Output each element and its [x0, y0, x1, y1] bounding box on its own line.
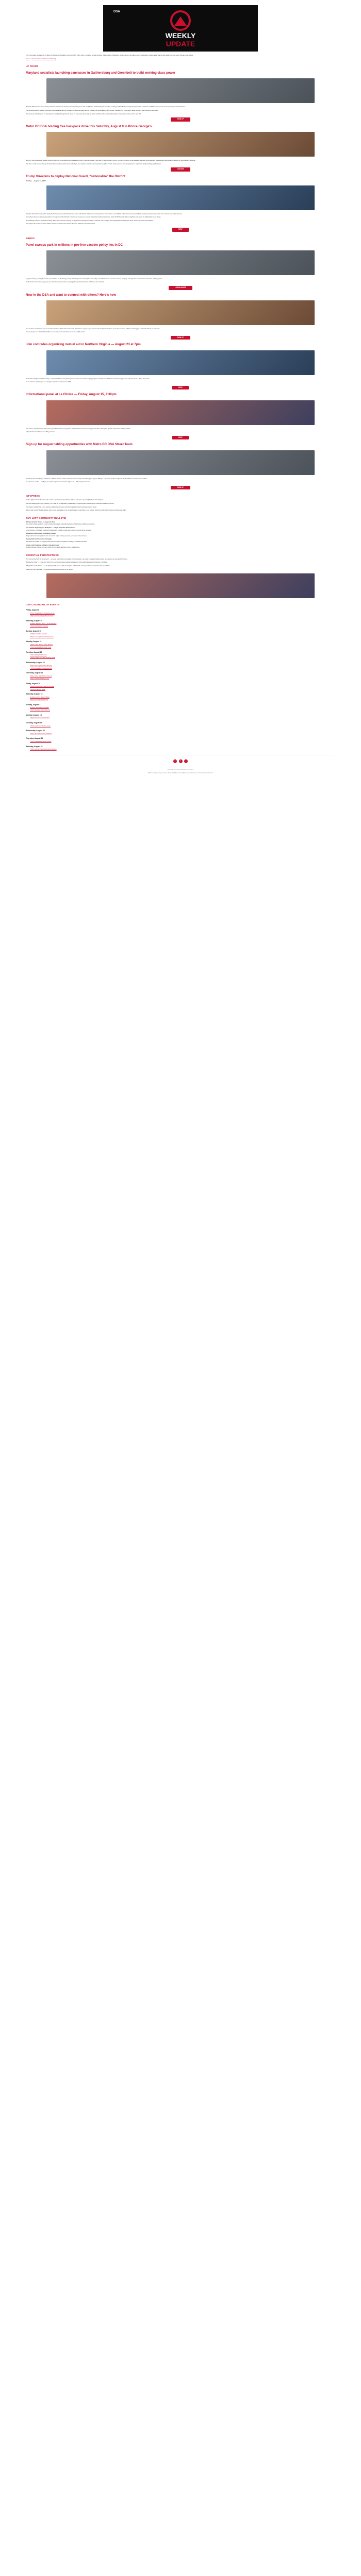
calendar-day: Monday, August 11: [26, 640, 42, 643]
calendar-day: Tuesday, August 19: [26, 722, 42, 724]
banner-title-line2: UPDATE: [166, 40, 195, 48]
calendar-event: [30, 613, 335, 615]
infopress-item: Want to stay current? Weekly updates, like this one, are mailing out to all members and are archived on our website. Submit items for the next issue by Wednesday night.: [26, 510, 126, 512]
calendar-event: [30, 633, 335, 635]
calendar-day: Tuesday, August 12: [26, 651, 42, 653]
calendar-day: Thursday, August 14: [26, 672, 43, 674]
section-essentials: ESSENTIAL PERSPECTIVES: [26, 553, 59, 556]
community-item: [26, 545, 335, 549]
community-item-title: Writing Liberation Prisons on August 12, 7pm: [26, 521, 55, 523]
article-paragraph: The drive is made possible through donations from members and the community. If you can't volunteer, consider donating school supplies or funds. All are welcome and no registration is required for families picking up a backpack.: [26, 163, 161, 165]
calendar-event: [30, 717, 335, 719]
calendar-day: Friday, August 15: [26, 682, 41, 685]
calendar-event-link[interactable]: 11:00am Farmers Market Tabling: [30, 696, 50, 698]
calendar-list: [26, 609, 335, 751]
intro: This is the weekly newsletter of the Metro DC Democratic Socialists of America (MDC DSA), which is produced by local members of the chapter's Publications Working Group. Not really a peer to publications of large media. Want to fight fascism from the street? Donate to the chapter. Join our · We also hold a monthly General Meeting: [26, 55, 335, 60]
article-cta-row: [26, 228, 335, 232]
calendar-event-link[interactable]: 6:30pm Street Team Tabling Training: [30, 675, 52, 677]
article-paragraph: You can also join our chapter Slack, follow us on social media and attend one of our monthly socials.: [26, 331, 86, 333]
calendar-event-link[interactable]: 7:30pm Newsletter Submissions Due: [30, 667, 52, 669]
calendar-day: Thursday, August 21: [26, 737, 43, 740]
calendar-day: Friday, August 8: [26, 609, 40, 612]
calendar-event: [30, 668, 335, 670]
article: [26, 443, 335, 489]
article-title: Informational panel at La Clínica — Friday, August 15, 2:30pm: [26, 393, 117, 397]
article-paragraph: No experience needed — we'll pair you with an experienced volunteer. Sign up for a shift using the link below.: [26, 481, 91, 483]
calendar-day: Wednesday, August 13: [26, 662, 45, 664]
calendar-event-link[interactable]: 7:00pm Political Education Reading Group: [30, 657, 55, 659]
calendar-day: Saturday, August 23: [26, 745, 43, 748]
community-item: [26, 527, 335, 531]
essentials-item: "Why Public Goods Matter" — on the fight for public transit, public housing and public health, and why socialists must defend and expand them.: [26, 565, 111, 567]
calendar-event-link[interactable]: 12:00pm Greenbelt Canvass: [30, 633, 47, 635]
community-list: [26, 521, 335, 549]
instagram-icon[interactable]: i: [184, 759, 188, 763]
article-paragraph: The Street Team is looking for volunteers to table at farmers markets, festivals and community events throughout August. Tabling is a great way to talk to neighbors about socialism and recruit new members.: [26, 478, 148, 480]
calendar-event-link[interactable]: 3:00pm Housing Justice Working Group: [30, 636, 54, 638]
article-subtitle: Monday — August 11, 2025: [26, 179, 46, 182]
calendar-event-link[interactable]: 12:00pm Gaithersburg Canvass: [30, 707, 49, 709]
signup-button[interactable]: SIGN UP: [171, 336, 190, 340]
article-cta-row: [26, 167, 335, 172]
calendar-event: [30, 625, 335, 628]
calendar-event: [30, 741, 335, 743]
section-briefs: BRIEFS: [26, 236, 35, 240]
calendar-day: Sunday, August 17: [26, 703, 42, 706]
calendar-event: [30, 725, 335, 727]
article: [26, 343, 335, 389]
community-item-title: Free Seminar: Organizing the Workplace — 6:30pm at the New Tenants House: [26, 527, 75, 529]
article-paragraph: Join us for a panel discussion with community health workers and organizers about healthcare access for immigrant families in the region. Spanish interpretation will be provided.: [26, 428, 131, 430]
article-image: [46, 350, 315, 375]
community-item: [26, 538, 335, 543]
article-title: Maryland socialists launching canvasses in Gaithersburg and Greenbelt to build working class power: [26, 72, 175, 75]
article-paragraph: Health workers and community groups are organizing to counter the messaging with accurate information and door-to-door outreach.: [26, 281, 105, 283]
calendar-event: [30, 657, 335, 659]
community-item: [26, 521, 335, 526]
calendar-day: Sunday, August 10: [26, 630, 42, 632]
calendar-event: [30, 647, 335, 649]
article-image: [46, 400, 315, 425]
calendar-event-link[interactable]: 7:00pm Labor Working Group Meeting: [30, 643, 53, 646]
community-item: [26, 533, 335, 537]
article-paragraph: New members are invited to our new member orientation, held online each month. Orientation is a great way to learn how the chapter is structured, meet other members and find a working group or branch that fits your interests.: [26, 328, 160, 330]
article-paragraph: The canvasses will take place on Saturdays and Sundays through the fall. If you are interested, please sign up and a coordinator will reach out with details on the location and time of the next shift.: [26, 113, 142, 115]
essentials-list: [26, 558, 335, 570]
article: [26, 244, 335, 290]
article-image: [46, 78, 315, 103]
article-paragraph: Light refreshments will be served. Bring a friend!: [26, 431, 55, 433]
community-item-text: Volunteers are needed for ongoing phone and text banking campaigns. Training is provided for all shifts.: [26, 540, 88, 543]
signup-button[interactable]: SIGN UP: [171, 486, 190, 490]
article-cta-row: [26, 436, 335, 440]
essentials-item: "The Left and the Fight for Democracy" — an essay examining how socialists can build power in an era of rising authoritarianism and what lessons we can take from history.: [26, 558, 128, 560]
calendar-event: [30, 749, 335, 751]
calendar-event: [30, 678, 335, 680]
article-paragraph: A group backed by wealthy donors has spent millions on advertising pushing misleading claims about public health policy in the District. Local advocates warn the campaign is designed to erode trust and undermine public programs.: [26, 278, 162, 280]
essentials-item: "Building the Union" — a long-form report from a recent successful organizing campaign, with practical takeaways for workers in the DMV.: [26, 562, 108, 564]
twitter-icon[interactable]: t: [179, 759, 183, 763]
essentials-image: [46, 573, 315, 598]
article-title: Panel sweeps park in millions in pro-free vaccine policy lies in DC: [26, 243, 123, 247]
article: [26, 72, 335, 122]
calendar-event-link[interactable]: 7:00pm Anti-War Working Group: [30, 678, 50, 680]
newsletter: [26, 0, 335, 785]
intro-link-join[interactable]: Join our: [26, 58, 31, 60]
calendar-event-link[interactable]: 7:00pm New Member Orientation: [30, 717, 50, 719]
social-links: [26, 759, 335, 763]
infopress-item: The chapter's podcast has a new episode out featuring interviews with local organizers about housing and tenant power.: [26, 506, 97, 508]
article-cta-row: [26, 117, 335, 122]
calendar-event-link[interactable]: 7:00pm Healthcare Working Group: [30, 725, 51, 727]
calendar-event-link[interactable]: 7:30pm Ecosocialist Working Group: [30, 647, 52, 649]
infopress-item: Need to fight fascism? The team of the month. Learn how to build collective defense networks in your neighborhood and workplace.: [26, 499, 104, 501]
infopress-list: [26, 499, 335, 511]
newsletter-banner: [103, 5, 258, 52]
section-community: DMV LEFT COMMUNITY BULLETIN: [26, 516, 67, 519]
article-image: [46, 450, 315, 475]
calendar-event: [30, 733, 335, 735]
article-image: [46, 132, 315, 157]
section-calendar: DSA CALENDAR OF EVENTS: [26, 603, 60, 606]
calendar-day: Wednesday, August 20: [26, 730, 45, 732]
calendar-event-link[interactable]: 7:00pm Publications Working Group: [30, 741, 52, 743]
calendar-event-link[interactable]: 1:00pm Gaithersburg Canvass: [30, 625, 48, 628]
banner-brand: DSA: [113, 10, 120, 13]
article-paragraph: Metro DC DSA's Mutual Aid Working Group is hosting its annual back-to-school backpack drive on Saturday, August 9 at a park in Prince George's County. Families can pick up a free backpack filled with school supplies, and volunteers are needed to help set up, pack bags and distribute.: [26, 159, 196, 161]
calendar-event: [30, 709, 335, 711]
community-item-text: Weekly vigils and protests continue. Check the community calendar for times and locations.: [26, 547, 80, 549]
infopress-item: Our next reading group meets Tuesday. This month we are discussing a classic text on organizing and class struggle. Copies are available to borrow.: [26, 503, 114, 505]
community-item-text: Join a letter-writing session to support incarcerated people and political prisoners. Materials and addresses provided.: [26, 523, 95, 526]
rsvp-button[interactable]: RSVP: [172, 228, 189, 232]
facebook-icon[interactable]: f: [173, 759, 177, 763]
calendar-event-link[interactable]: 10:00am Backpack Drive — Prince George's: [30, 623, 57, 625]
article-image: [46, 250, 315, 275]
calendar-event-link[interactable]: 7:00pm Steering Committee Meeting: [30, 665, 52, 667]
community-item-title: Washington Peace Center: Community Potluck: [26, 533, 56, 535]
calendar-day: Saturday, August 9: [26, 619, 42, 622]
calendar-event-link[interactable]: 7:00pm Tenant Organizing Skillshare: [30, 733, 52, 735]
calendar-event-link[interactable]: 7:00pm Northern Virginia Mutual Aid Session: [30, 749, 57, 751]
learn-more-button[interactable]: LEARN MORE: [169, 286, 192, 290]
community-item-text: A free training on workplace organizing fundamentals, hosted by local union members. Dinner will be provided.: [26, 529, 91, 531]
calendar-event: [30, 636, 335, 638]
calendar-event-link[interactable]: 2:00pm Mutual Aid Distribution: [30, 699, 48, 701]
footer-org: Metro DC Democratic Socialists of America: [168, 769, 193, 771]
calendar-event: [30, 707, 335, 709]
article-paragraph: President Trump has threatened to deploy the National Guard and "federalize" the police of the District of Columbia, claiming crime is out of control. Local officials and residents have pushed back, pointing to data showing violent crime in DC is at a multi-decade low.: [26, 213, 183, 215]
calendar-event-link[interactable]: 7:00pm Northern Virginia Branch Social: [30, 615, 54, 617]
article: [26, 393, 335, 439]
article-image: [46, 185, 315, 210]
article: [26, 175, 335, 232]
community-item-title: Ongoing National Information Campaign: [26, 538, 52, 540]
footer-prefs: Want to change how you receive these emails? You can update your preferences or unsubscribe from this list.: [147, 772, 214, 774]
section-up-front: UP FRONT: [26, 65, 38, 68]
signup-button[interactable]: SIGN UP: [171, 117, 190, 122]
calendar-event: [30, 675, 335, 677]
banner-graphic: [103, 5, 258, 52]
article-paragraph: We encourage members to attend upcoming rallies and community meetings, to stay informed through the chapter's channels, and to support local organizations defending DC home rule and the rights of all residents.: [26, 219, 154, 222]
banner-title-line1: WEEKLY: [165, 31, 196, 40]
article-paragraph: The Maryland electoral working group says these canvasses are the first step in a longer campaign and our members are encouraged to get involved. Volunteers will knock doors, talk to neighbors and build lists of supporters.: [26, 109, 159, 111]
article-cta-row: [26, 386, 335, 390]
calendar-day: Monday, August 18: [26, 714, 42, 716]
article-title: Sign up for August tabling opportunities with Metro DC DSA Street Team: [26, 443, 133, 447]
calendar-event: [30, 686, 335, 688]
section-infopress: INFOPRESS: [26, 495, 40, 498]
article-paragraph: The chapter will continue to share updates and calls to action as the situation develops. Solidarity is our best defense.: [26, 223, 95, 225]
calendar-event-link[interactable]: 7:00pm DC Branch Social: [30, 688, 45, 690]
article-title: Metro DC DSA holding free backpack drive this Saturday, August 9 in Prince George's: [26, 125, 152, 128]
article-title: Now in the DSA and want to connect with others? Here's how: [26, 293, 116, 297]
calendar-event: [30, 689, 335, 691]
calendar-day: Saturday, August 16: [26, 693, 43, 696]
calendar-event-link[interactable]: 6:30pm Socialist Feminist Reading Group: [30, 612, 55, 614]
rsvp-button[interactable]: RSVP: [172, 436, 189, 440]
article-title: Trump threatens to deploy National Guard, "nationalize" the District: [26, 175, 126, 178]
calendar-event-link[interactable]: 4:00pm Maryland Branch Meeting: [30, 709, 50, 711]
article-title: Join comrades organizing mutual aid in Northern Virginia — August 23 at 7pm: [26, 343, 141, 347]
article-paragraph: DC residents have no voting representation in Congress and the District's limited home rule leaves it uniquely vulnerable to federal interference. Metro DC DSA stands with our neighbors and rejects the militarization of our streets.: [26, 216, 161, 218]
article-paragraph: The Northern Virginia branch is hosting a mutual aid skillshare and planning session. Come learn about ongoing projects, including food distribution and tenant support, and help plan the next phase of our work.: [26, 378, 150, 380]
calendar-event: [30, 697, 335, 699]
article-paragraph: Metro DC DSA members were recently contacted and asked to volunteer with canvassing for council candidates in Gaithersburg and Greenbelt, working to build collective working class power and support for candidates and measures in the upcoming municipal elections.: [26, 106, 186, 108]
calendar-event: [30, 665, 335, 667]
footer: [26, 769, 335, 774]
community-item-title: Tenants Unite! Palestine Solidarity: Ongoing Protest: [26, 544, 59, 546]
essentials-item: "Notes from the Picket Line" — first-person accounts from strikers in our region.: [26, 568, 73, 570]
article-image: [46, 300, 315, 325]
article: [26, 294, 335, 340]
intro-link-meeting[interactable]: We also hold a monthly General Meeting: [31, 58, 56, 60]
rsvp-button[interactable]: RSVP: [172, 386, 189, 390]
calendar-event-link[interactable]: 2:30pm Informational Panel at La Clínica: [30, 686, 54, 688]
article-cta-row: [26, 336, 335, 340]
calendar-event-link[interactable]: 6:30pm Writing for Prisoners: [30, 654, 47, 656]
article-paragraph: All are welcome, whether you are a longtime organizer or brand new to DSA.: [26, 381, 72, 383]
intro-text: This is the weekly newsletter of the Metro DC Democratic Socialists of America (MDC DSA), which is produced by local members of the chapter's Publications Working Group. Not really a peer to publications of large media. Want to fight fascism from the street? Donate to the chapter.: [26, 55, 193, 56]
community-item-text: Bring a dish and meet organizers from around the region working on peace, justice and anti-war issues.: [26, 535, 87, 537]
donate-button[interactable]: DONATE: [171, 167, 190, 172]
article-cta-row: [26, 286, 335, 290]
article-cta-row: [26, 486, 335, 490]
article: [26, 125, 335, 172]
